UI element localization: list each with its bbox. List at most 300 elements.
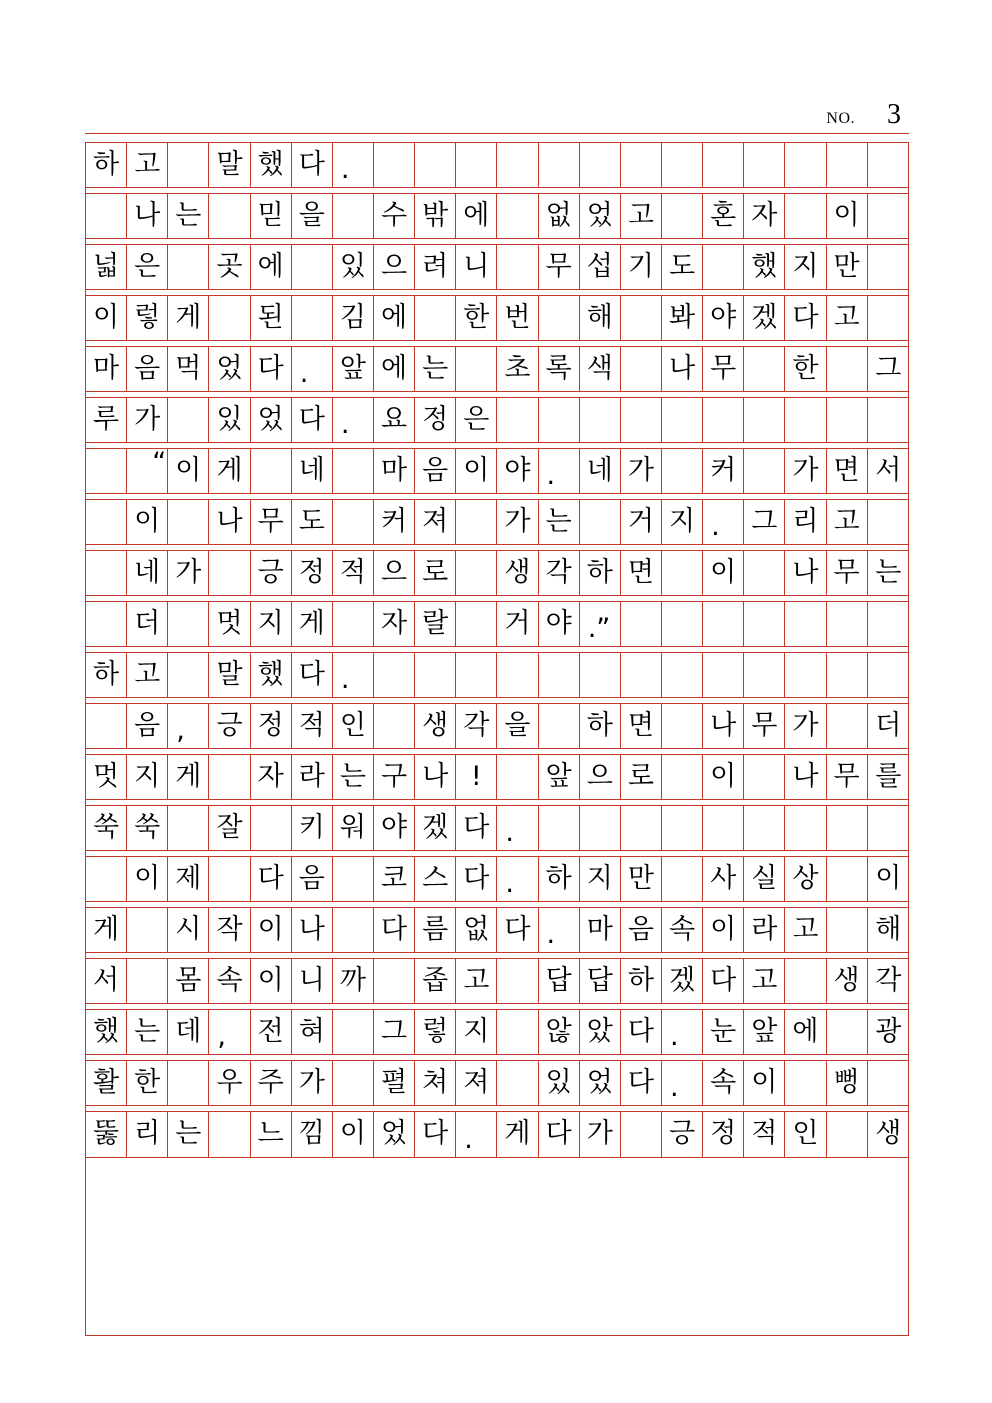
- manuscript-cell: [868, 194, 909, 238]
- manuscript-cell: 긍: [662, 1112, 703, 1157]
- manuscript-cell: 하: [86, 653, 127, 697]
- manuscript-cell: 실: [744, 857, 785, 901]
- manuscript-cell: [827, 653, 868, 697]
- manuscript-cell: 각: [875, 964, 902, 996]
- manuscript-row: [86, 602, 908, 647]
- manuscript-cell: [868, 296, 909, 340]
- manuscript-cell: [86, 551, 127, 595]
- manuscript-cell: 코: [374, 857, 415, 901]
- manuscript-cell: 속: [703, 1061, 744, 1105]
- manuscript-cell: [168, 500, 209, 544]
- manuscript-cell: 니: [292, 959, 333, 1003]
- manuscript-cell: 제: [168, 857, 209, 901]
- manuscript-cell: 펼: [374, 1061, 415, 1105]
- manuscript-cell: [868, 143, 909, 187]
- manuscript-cell: 했: [251, 653, 292, 697]
- manuscript-cell: [662, 857, 703, 901]
- manuscript-cell: 앞: [333, 347, 374, 391]
- manuscript-cell: 이: [127, 500, 168, 544]
- manuscript-cell: 고: [127, 653, 168, 697]
- manuscript-cell: 뻥: [827, 1061, 868, 1105]
- manuscript-cell: 나: [785, 551, 826, 595]
- manuscript-cell: [621, 398, 662, 442]
- manuscript-cell: [497, 653, 538, 697]
- manuscript-cell: [209, 296, 250, 340]
- manuscript-cell: 무: [827, 551, 868, 595]
- manuscript-cell: 라: [744, 908, 785, 952]
- manuscript-cell: 가: [785, 449, 826, 493]
- manuscript-row: [86, 653, 908, 698]
- manuscript-cell: 야: [703, 296, 744, 340]
- manuscript-cell: 워: [333, 806, 374, 850]
- manuscript-cell: 다: [456, 857, 497, 901]
- manuscript-cell: 자: [374, 602, 415, 646]
- manuscript-cell: [539, 806, 580, 850]
- manuscript-cell: 네: [580, 449, 621, 493]
- manuscript-cell: 에: [374, 296, 415, 340]
- manuscript-cell: 고: [827, 296, 868, 340]
- manuscript-cell: [703, 806, 744, 850]
- manuscript-cell: 좁: [415, 959, 456, 1003]
- manuscript-cell: 정: [251, 704, 292, 748]
- manuscript-cell: 요: [374, 398, 415, 442]
- manuscript-cell: 그: [374, 1010, 415, 1054]
- manuscript-cell: 나: [209, 500, 250, 544]
- manuscript-cell: 인: [333, 704, 374, 748]
- manuscript-cell: [209, 755, 250, 799]
- manuscript-cell: 이: [86, 296, 127, 340]
- manuscript-row: [86, 551, 908, 596]
- manuscript-cell: [703, 653, 744, 697]
- manuscript-cell: 로: [415, 551, 456, 595]
- manuscript-cell: 다: [456, 806, 497, 850]
- manuscript-cell: 를: [875, 760, 902, 792]
- manuscript-cell: 게: [168, 296, 209, 340]
- manuscript-cell: 멋: [209, 602, 250, 646]
- manuscript-cell: 네: [292, 449, 333, 493]
- manuscript-cell: 고: [785, 908, 826, 952]
- manuscript-cell: 에: [456, 194, 497, 238]
- manuscript-cell: 음: [127, 347, 168, 391]
- manuscript-cell: [86, 194, 127, 238]
- manuscript-cell: 있: [209, 398, 250, 442]
- manuscript-cell: 는: [127, 1010, 168, 1054]
- manuscript-cell: .: [456, 1112, 497, 1157]
- manuscript-cell: [415, 653, 456, 697]
- manuscript-cell: 속: [662, 908, 703, 952]
- manuscript-cell: 이: [251, 908, 292, 952]
- manuscript-cell: [333, 194, 374, 238]
- manuscript-cell: 거: [621, 500, 662, 544]
- manuscript-cell: [456, 347, 497, 391]
- manuscript-cell: .: [497, 806, 538, 850]
- manuscript-cell: [868, 500, 909, 544]
- manuscript-cell: 정: [415, 398, 456, 442]
- manuscript-cell: 곳: [209, 245, 250, 289]
- manuscript-cell: 무: [827, 755, 868, 799]
- manuscript-cell: 가: [497, 500, 538, 544]
- manuscript-cell: [785, 959, 826, 1003]
- manuscript-cell: 까: [333, 959, 374, 1003]
- manuscript-cell: [333, 449, 374, 493]
- manuscript-cell: 수: [374, 194, 415, 238]
- manuscript-cell: [580, 653, 621, 697]
- manuscript-cell: 도: [292, 500, 333, 544]
- manuscript-cell: 적: [292, 704, 333, 748]
- manuscript-cell: [86, 602, 127, 646]
- manuscript-cell: .: [333, 653, 374, 697]
- manuscript-cell: [621, 1112, 662, 1157]
- manuscript-cell: 커: [374, 500, 415, 544]
- manuscript-row: [86, 1061, 908, 1106]
- manuscript-row: [86, 347, 908, 392]
- manuscript-cell: [621, 653, 662, 697]
- manuscript-cell: 가: [168, 551, 209, 595]
- manuscript-cell: [744, 806, 785, 850]
- manuscript-cell: 었: [251, 398, 292, 442]
- manuscript-cell: 기: [621, 245, 662, 289]
- manuscript-cell: .: [539, 449, 580, 493]
- manuscript-cell: 섭: [580, 245, 621, 289]
- manuscript-cell: 시: [168, 908, 209, 952]
- manuscript-cell: [497, 245, 538, 289]
- manuscript-cell: .: [703, 500, 744, 544]
- manuscript-cell: 는: [333, 755, 374, 799]
- manuscript-cell: 지: [251, 602, 292, 646]
- manuscript-cell: 한: [785, 347, 826, 391]
- manuscript-cell: 나: [662, 347, 703, 391]
- manuscript-cell: 은: [456, 398, 497, 442]
- manuscript-cell: [374, 704, 415, 748]
- manuscript-cell: 다: [374, 908, 415, 952]
- manuscript-cell: [662, 602, 703, 646]
- manuscript-cell: [209, 857, 250, 901]
- manuscript-cell: 한: [456, 296, 497, 340]
- manuscript-cell: [168, 143, 209, 187]
- manuscript-cell: 마: [580, 908, 621, 952]
- manuscript-cell: 을: [497, 704, 538, 748]
- manuscript-cell: 면: [827, 449, 868, 493]
- manuscript-cell: [456, 602, 497, 646]
- page-header: [85, 100, 909, 134]
- manuscript-cell: .: [497, 857, 538, 901]
- manuscript-cell: 는: [539, 500, 580, 544]
- manuscript-cell: 면: [621, 704, 662, 748]
- manuscript-cell: [497, 959, 538, 1003]
- manuscript-cell: 으: [374, 551, 415, 595]
- manuscript-cell: 다: [292, 653, 333, 697]
- manuscript-cell: [168, 806, 209, 850]
- manuscript-cell: 서: [875, 454, 902, 486]
- manuscript-cell: 않: [539, 1010, 580, 1054]
- manuscript-cell: 있: [539, 1061, 580, 1105]
- manuscript-cell: 주: [251, 1061, 292, 1105]
- manuscript-cell: 적: [333, 551, 374, 595]
- manuscript-cell: “: [127, 449, 168, 493]
- manuscript-cell: 먹: [168, 347, 209, 391]
- manuscript-cell: 에: [374, 347, 415, 391]
- manuscript-cell: [868, 806, 909, 850]
- manuscript-cell: 말: [209, 653, 250, 697]
- manuscript-cell: 생: [875, 1118, 902, 1149]
- manuscript-cell: 이: [744, 1061, 785, 1105]
- manuscript-cell: 네: [127, 551, 168, 595]
- manuscript-grid: [85, 142, 909, 1158]
- manuscript-cell: [621, 296, 662, 340]
- manuscript-cell: 음: [292, 857, 333, 901]
- manuscript-row: [86, 398, 908, 443]
- manuscript-cell: 는: [168, 194, 209, 238]
- manuscript-cell: [251, 449, 292, 493]
- manuscript-cell: 야: [539, 602, 580, 646]
- manuscript-cell: [785, 143, 826, 187]
- manuscript-cell: 쳐: [415, 1061, 456, 1105]
- manuscript-cell: 리: [785, 500, 826, 544]
- manuscript-cell: 속: [209, 959, 250, 1003]
- manuscript-cell: 음: [415, 449, 456, 493]
- manuscript-cell: 다: [292, 143, 333, 187]
- manuscript-cell: [744, 347, 785, 391]
- manuscript-cell: 앞: [744, 1010, 785, 1054]
- manuscript-cell: [744, 755, 785, 799]
- manuscript-cell: 했: [251, 143, 292, 187]
- manuscript-cell: 져: [456, 1061, 497, 1105]
- manuscript-cell: 이: [703, 551, 744, 595]
- manuscript-cell: 상: [785, 857, 826, 901]
- manuscript-cell: 다: [415, 1112, 456, 1157]
- manuscript-cell: [86, 704, 127, 748]
- manuscript-cell: [168, 1061, 209, 1105]
- manuscript-cell: .: [333, 143, 374, 187]
- manuscript-cell: 나: [127, 194, 168, 238]
- manuscript-cell: 가: [621, 449, 662, 493]
- manuscript-cell: [168, 398, 209, 442]
- manuscript-cell: 라: [292, 755, 333, 799]
- manuscript-cell: 거: [497, 602, 538, 646]
- manuscript-cell: [744, 551, 785, 595]
- manuscript-cell: 랄: [415, 602, 456, 646]
- manuscript-cell: 색: [580, 347, 621, 391]
- manuscript-cell: [168, 602, 209, 646]
- manuscript-cell: 자: [744, 194, 785, 238]
- manuscript-cell: 무: [703, 347, 744, 391]
- manuscript-cell: [209, 194, 250, 238]
- manuscript-cell: 었: [580, 1061, 621, 1105]
- manuscript-cell: [827, 1010, 868, 1054]
- manuscript-cell: [744, 653, 785, 697]
- manuscript-cell: 뚫: [86, 1112, 127, 1157]
- manuscript-row: [86, 143, 908, 188]
- manuscript-cell: 다: [497, 908, 538, 952]
- manuscript-cell: [374, 653, 415, 697]
- manuscript-cell: 생: [827, 959, 868, 1003]
- manuscript-cell: [662, 398, 703, 442]
- manuscript-cell: 각: [456, 704, 497, 748]
- manuscript-cell: 나: [703, 704, 744, 748]
- manuscript-cell: [662, 551, 703, 595]
- manuscript-cell: [868, 1061, 909, 1105]
- manuscript-cell: 답: [580, 959, 621, 1003]
- manuscript-cell: 무: [539, 245, 580, 289]
- manuscript-cell: [127, 959, 168, 1003]
- manuscript-cell: .: [662, 1010, 703, 1054]
- manuscript-cell: 작: [209, 908, 250, 952]
- manuscript-cell: 겠: [744, 296, 785, 340]
- manuscript-cell: 게: [209, 449, 250, 493]
- manuscript-cell: [703, 143, 744, 187]
- manuscript-cell: [539, 704, 580, 748]
- manuscript-cell: 야: [497, 449, 538, 493]
- manuscript-cell: 전: [251, 1010, 292, 1054]
- manuscript-cell: 하: [580, 551, 621, 595]
- manuscript-cell: 광: [875, 1015, 902, 1047]
- manuscript-cell: 지: [580, 857, 621, 901]
- manuscript-cell: [415, 143, 456, 187]
- manuscript-cell: [621, 143, 662, 187]
- manuscript-cell: [827, 806, 868, 850]
- manuscript-cell: 마: [86, 347, 127, 391]
- manuscript-cell: ,: [168, 704, 209, 748]
- manuscript-cell: 니: [456, 245, 497, 289]
- manuscript-cell: 다: [292, 398, 333, 442]
- manuscript-cell: [497, 1061, 538, 1105]
- manuscript-cell: [86, 857, 127, 901]
- manuscript-cell: [580, 143, 621, 187]
- manuscript-cell: [827, 857, 868, 901]
- manuscript-cell: 음: [127, 704, 168, 748]
- manuscript-cell: 생: [497, 551, 538, 595]
- manuscript-cell: 다: [251, 857, 292, 901]
- manuscript-cell: 으: [374, 245, 415, 289]
- manuscript-cell: 서: [86, 959, 127, 1003]
- manuscript-cell: [703, 398, 744, 442]
- manuscript-cell: 믿: [251, 194, 292, 238]
- manuscript-cell: [456, 143, 497, 187]
- manuscript-cell: 혼: [703, 194, 744, 238]
- manuscript-cell: 없: [456, 908, 497, 952]
- manuscript-cell: [580, 806, 621, 850]
- manuscript-cell: 각: [539, 551, 580, 595]
- manuscript-cell: 게: [292, 602, 333, 646]
- manuscript-cell: [580, 398, 621, 442]
- manuscript-cell: 았: [580, 1010, 621, 1054]
- manuscript-cell: 생: [415, 704, 456, 748]
- manuscript-cell: 적: [744, 1112, 785, 1157]
- manuscript-cell: [209, 551, 250, 595]
- manuscript-cell: [374, 959, 415, 1003]
- manuscript-cell: [868, 245, 909, 289]
- manuscript-cell: [827, 704, 868, 748]
- manuscript-cell: [539, 143, 580, 187]
- manuscript-cell: 는: [415, 347, 456, 391]
- manuscript-cell: [827, 602, 868, 646]
- manuscript-cell: 고: [827, 500, 868, 544]
- manuscript-cell: [868, 602, 909, 646]
- manuscript-cell: 해: [875, 913, 902, 945]
- manuscript-cell: 고: [456, 959, 497, 1003]
- manuscript-cell: 에: [251, 245, 292, 289]
- manuscript-cell: 은: [127, 245, 168, 289]
- manuscript-cell: [621, 347, 662, 391]
- manuscript-cell: [662, 653, 703, 697]
- manuscript-cell: 해: [580, 296, 621, 340]
- manuscript-cell: 게: [86, 908, 127, 952]
- manuscript-cell: 지: [456, 1010, 497, 1054]
- manuscript-cell: 몸: [168, 959, 209, 1003]
- manuscript-cell: 이: [456, 449, 497, 493]
- manuscript-cell: !: [456, 755, 497, 799]
- manuscript-cell: [703, 245, 744, 289]
- manuscript-cell: 더: [127, 602, 168, 646]
- manuscript-row: [86, 806, 908, 851]
- manuscript-cell: 초: [497, 347, 538, 391]
- manuscript-cell: 다: [621, 1061, 662, 1105]
- manuscript-cell: 지: [662, 500, 703, 544]
- manuscript-cell: [497, 194, 538, 238]
- manuscript-cell: [868, 398, 909, 442]
- manuscript-cell: 루: [86, 398, 127, 442]
- manuscript-cell: 느: [251, 1112, 292, 1157]
- manuscript-cell: .: [539, 908, 580, 952]
- manuscript-cell: 눈: [703, 1010, 744, 1054]
- manuscript-cell: [662, 194, 703, 238]
- manuscript-cell: [333, 857, 374, 901]
- manuscript-cell: 구: [374, 755, 415, 799]
- manuscript-cell: 나: [292, 908, 333, 952]
- manuscript-cell: 록: [539, 347, 580, 391]
- manuscript-cell: [539, 398, 580, 442]
- manuscript-cell: 가: [292, 1061, 333, 1105]
- manuscript-cell: 멋: [86, 755, 127, 799]
- manuscript-cell: [785, 1061, 826, 1105]
- manuscript-cell: 음: [621, 908, 662, 952]
- manuscript-cell: 었: [374, 1112, 415, 1157]
- manuscript-row: [86, 1010, 908, 1055]
- manuscript-cell: 이: [333, 1112, 374, 1157]
- manuscript-cell: 가: [785, 704, 826, 748]
- manuscript-cell: [827, 908, 868, 952]
- manuscript-row: [86, 296, 908, 341]
- manuscript-cell: [497, 755, 538, 799]
- manuscript-cell: .: [662, 1061, 703, 1105]
- manuscript-cell: 나: [415, 755, 456, 799]
- manuscript-cell: .: [333, 398, 374, 442]
- manuscript-cell: 혀: [292, 1010, 333, 1054]
- manuscript-cell: 된: [251, 296, 292, 340]
- manuscript-cell: [374, 143, 415, 187]
- manuscript-cell: [497, 398, 538, 442]
- manuscript-cell: 게: [497, 1112, 538, 1157]
- manuscript-cell: 쑥: [127, 806, 168, 850]
- manuscript-cell: 데: [168, 1010, 209, 1054]
- manuscript-cell: 다: [251, 347, 292, 391]
- manuscript-cell: 마: [374, 449, 415, 493]
- manuscript-cell: [292, 245, 333, 289]
- manuscript-cell: [744, 398, 785, 442]
- manuscript-cell: 앞: [539, 755, 580, 799]
- manuscript-cell: [744, 602, 785, 646]
- manuscript-cell: 겠: [415, 806, 456, 850]
- manuscript-cell: [415, 296, 456, 340]
- manuscript-cell: [662, 704, 703, 748]
- manuscript-cell: 정: [703, 1112, 744, 1157]
- manuscript-cell: [744, 449, 785, 493]
- manuscript-cell: [662, 755, 703, 799]
- blank-area-box: [85, 1158, 909, 1336]
- manuscript-cell: 는: [875, 556, 902, 588]
- manuscript-cell: [785, 194, 826, 238]
- manuscript-cell: 다: [785, 296, 826, 340]
